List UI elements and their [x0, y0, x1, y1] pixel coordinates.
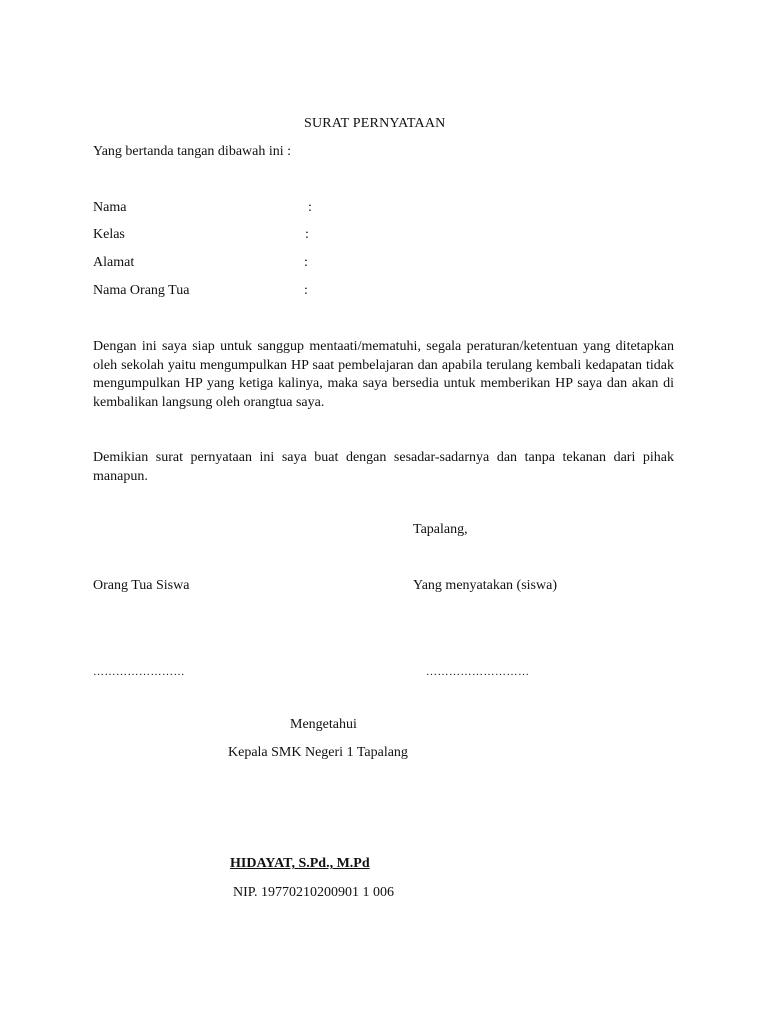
student-signature-line: ………………………	[426, 666, 530, 678]
principal-name: HIDAYAT, S.Pd., M.Pd	[230, 856, 370, 871]
field-label-nama: Nama	[93, 200, 127, 215]
field-label-nama-orang-tua: Nama Orang Tua	[93, 283, 190, 298]
document-title: SURAT PERNYATAAN	[304, 116, 446, 131]
student-signature-label: Yang menyatakan (siswa)	[413, 578, 557, 593]
approval-knowing: Mengetahui	[290, 717, 357, 732]
place-date: Tapalang,	[413, 522, 468, 537]
field-colon-alamat: :	[304, 255, 308, 270]
principal-title: Kepala SMK Negeri 1 Tapalang	[228, 745, 408, 760]
principal-nip: NIP. 19770210200901 1 006	[233, 885, 395, 900]
field-colon-nama-orang-tua: :	[304, 283, 308, 298]
field-colon-kelas: :	[305, 227, 309, 242]
parent-signature-line: ……………………	[93, 666, 185, 678]
intro-text: Yang bertanda tangan dibawah ini :	[93, 144, 292, 159]
field-label-kelas: Kelas	[93, 227, 125, 242]
field-colon-nama: :	[308, 200, 312, 215]
parent-signature-label: Orang Tua Siswa	[93, 578, 190, 593]
commitment-paragraph: Dengan ini saya siap untuk sanggup mentaati/mematuhi, segala peraturan/ketentuan yang ditetapkan oleh sekolah yaitu mengumpulkan HP saat pembelajaran dan apabila terulang kembali kedapatan tidak mengumpulkan HP yang ketiga kalinya, maka saya bersedia untuk memberikan HP saya dan akan di kembalikan langsung oleh orangtua saya.	[93, 339, 674, 410]
closing-paragraph: Demikian surat pernyataan ini saya buat dengan sesadar-sadarnya dan tanpa tekanan dari pihak manapun.	[93, 450, 674, 484]
field-label-alamat: Alamat	[93, 255, 135, 270]
